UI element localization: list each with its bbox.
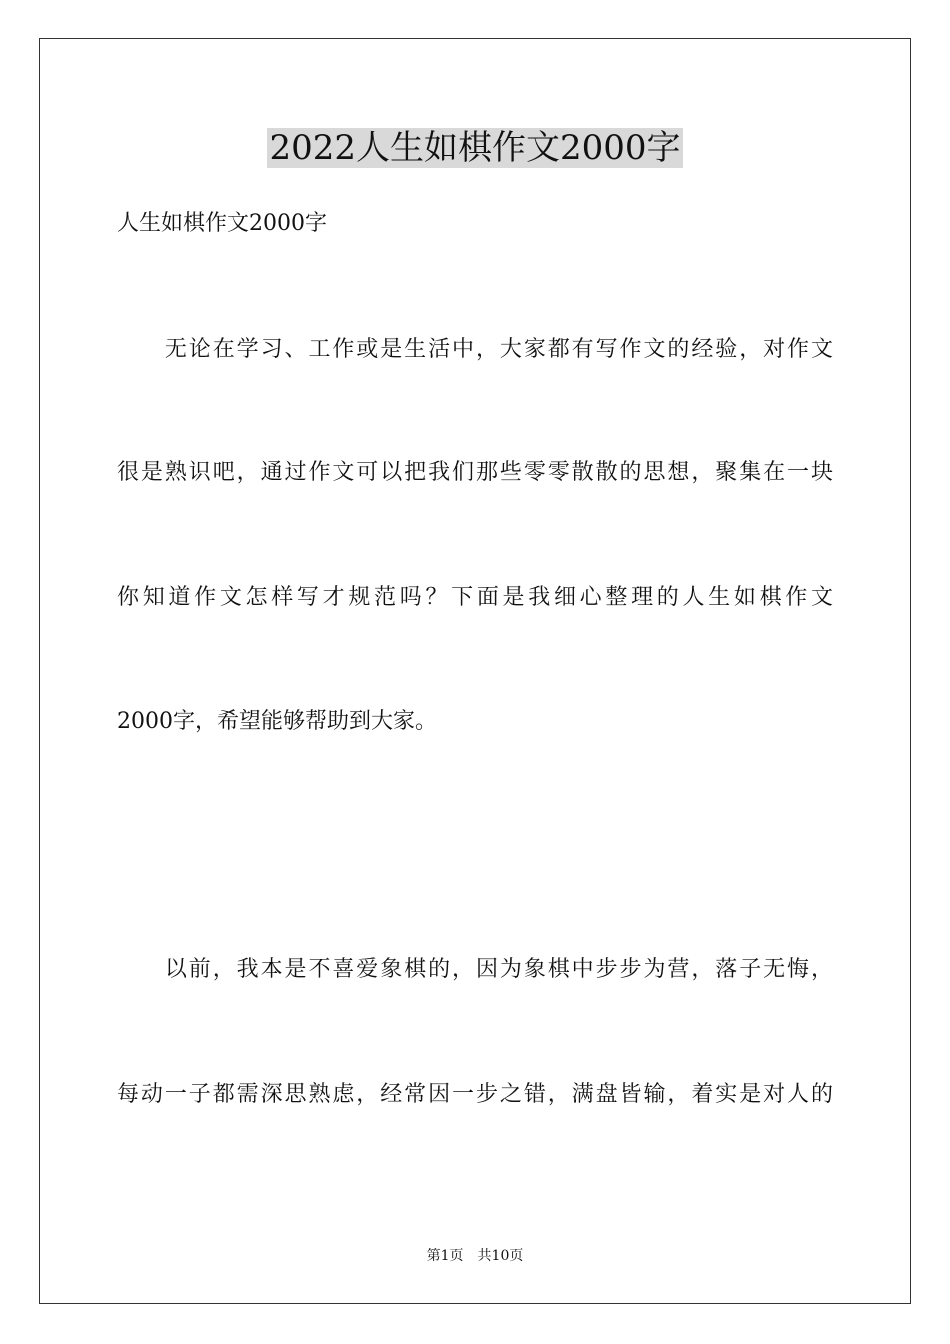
page-footer: 第1页 共10页 (426, 1248, 524, 1264)
document-subtitle: 人生如棋作文2000字 (117, 211, 327, 236)
document-title-text: 2022人生如棋作文2000字 (269, 128, 681, 168)
paragraph-line: 很是熟识吧，通过作文可以把我们那些零零散散的思想，聚集在一块 (117, 460, 833, 485)
paragraph-line: 无论在学习、工作或是生活中，大家都有写作文的经验，对作文 (117, 337, 833, 362)
paragraph-line: 你知道作文怎样写才规范吗？下面是我细心整理的人生如棋作文 (117, 585, 833, 610)
paragraph-line: 2000字，希望能够帮助到大家。 (117, 709, 437, 734)
paragraph-line: 每动一子都需深思熟虑，经常因一步之错，满盘皆输，着实是对人的 (117, 1082, 833, 1107)
paragraph-line: 以前，我本是不喜爱象棋的，因为象棋中步步为营，落子无悔， (117, 957, 833, 982)
document-title (0, 124, 950, 172)
